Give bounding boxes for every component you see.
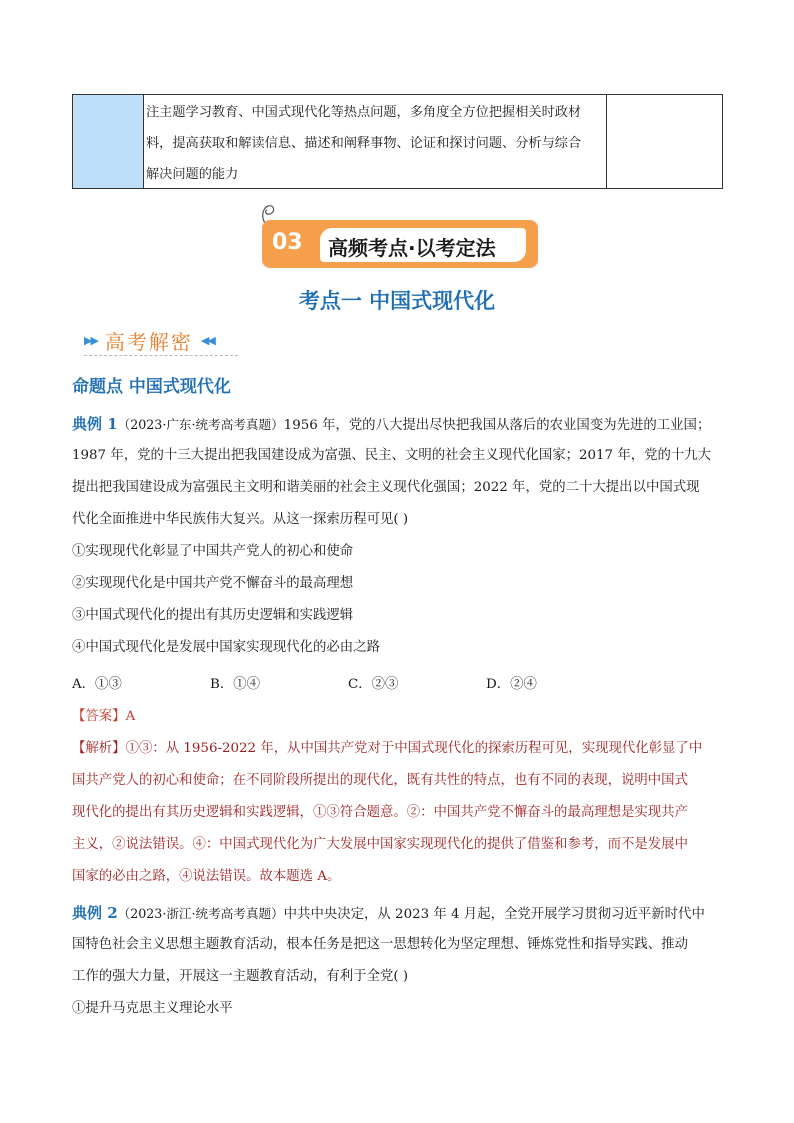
dashed-divider — [84, 355, 238, 356]
example-1-line: 提出把我国建设成为富强民主文明和谐美丽的社会主义现代化强国；2022 年，党的二十大提出以中国式现 — [72, 480, 700, 495]
secret-title: 高考解密 — [104, 329, 193, 354]
statement-item: ③中国式现代化的提出有其历史逻辑和实践逻辑 — [72, 608, 354, 623]
example-1-line: 代化全面推进中华民族伟大复兴。从这一探索历程可见( ) — [72, 512, 409, 527]
answer-value: A — [125, 709, 136, 724]
secret-heading — [84, 325, 214, 355]
option-a: A．①③ — [72, 677, 122, 692]
banner-number: 03 — [272, 230, 303, 255]
example-2-line: 国特色社会主义思想主题教育活动，根本任务是把这一思想转化为坚定理想、锤炼党性和指导实践、推动 — [72, 937, 688, 952]
analysis — [72, 733, 724, 893]
table-text-line: 料，提高获取和解读信息、描述和阐释事物、论证和探讨问题、分析与综合 — [146, 136, 582, 151]
option-c: C．②③ — [348, 677, 399, 692]
analysis-line: 国家的必由之路，④说法错误。故本题选 A。 — [72, 869, 341, 884]
option-d: D．②④ — [486, 677, 537, 692]
example-1-label: 典例 1 — [72, 415, 118, 433]
example-2-label: 典例 2 — [72, 904, 118, 922]
example-2-source: （2023·浙江·统考高考真题） — [117, 906, 284, 921]
example-1-line — [72, 408, 724, 440]
example-2-line: 工作的强大力量，开展这一主题教育活动，有利于全党( ) — [72, 969, 409, 984]
example-1-text: 1956 年，党的八大提出尽快把我国从落后的农业国变为先进的工业国； — [283, 418, 711, 433]
table-label-cell — [73, 95, 144, 188]
kaodian-title: 考点一 中国式现代化 — [298, 289, 496, 313]
example-1 — [72, 408, 724, 664]
example-1-source: （2023·广东·统考高考真题） — [117, 417, 284, 432]
double-arrow-left-icon: ◀◀ — [200, 333, 214, 347]
banner-title: 高频考点·以考定法 — [328, 236, 496, 260]
analysis-text: ①③：从 1956-2022 年，从中国共产党对于中国式现代化的探索历程可见，实现现代化彰显了中 — [125, 741, 703, 756]
statement-item: ④中国式现代化是发展中国家实现现代化的必由之路 — [72, 640, 380, 655]
statement-item: ①提升马克思主义理论水平 — [72, 1001, 233, 1016]
analysis-line — [72, 733, 724, 765]
answer — [72, 701, 135, 733]
example-1-line: 1987 年，党的十三大提出把我国建设成为富强、民主、文明的社会主义现代化国家；2017 年，党的十九大 — [72, 448, 712, 463]
answer-options — [72, 669, 632, 701]
table-empty-cell — [607, 95, 722, 188]
statement-item: ②实现现代化是中国共产党不懈奋斗的最高理想 — [72, 576, 354, 591]
table-text-line: 解决问题的能力 — [146, 167, 239, 182]
table-text-cell — [144, 95, 607, 188]
double-arrow-right-icon: ▶▶ — [84, 333, 97, 347]
analysis-line: 主义，②说法错误。④：中国式现代化为广大发展中国家实现现代化的提供了借鉴和参考，而不是发展中 — [72, 837, 688, 852]
example-2-line — [72, 897, 724, 929]
option-b: B．①④ — [210, 677, 261, 692]
objectives-table — [72, 94, 723, 189]
statement-item: ①实现现代化彰显了中国共产党人的初心和使命 — [72, 544, 354, 559]
proposition-title: 命题点 中国式现代化 — [72, 377, 231, 397]
analysis-label: 【解析】 — [72, 741, 126, 756]
section-banner — [256, 202, 540, 270]
table-text-line: 注主题学习教育、中国式现代化等热点问题，多角度全方位把握相关时政材 — [146, 105, 582, 120]
analysis-line: 国共产党人的初心和使命；在不同阶段所提出的现代化，既有共性的特点，也有不同的表现，说明中国式 — [72, 773, 688, 788]
analysis-line: 现代化的提出有其历史逻辑和实践逻辑，①③符合题意。②：中国共产党不懈奋斗的最高理想是实现共产 — [72, 805, 688, 820]
example-2 — [72, 897, 724, 1025]
example-2-text: 中共中央决定，从 2023 年 4 月起，全党开展学习贯彻习近平新时代中 — [283, 907, 705, 922]
answer-label: 【答案】 — [72, 709, 126, 724]
